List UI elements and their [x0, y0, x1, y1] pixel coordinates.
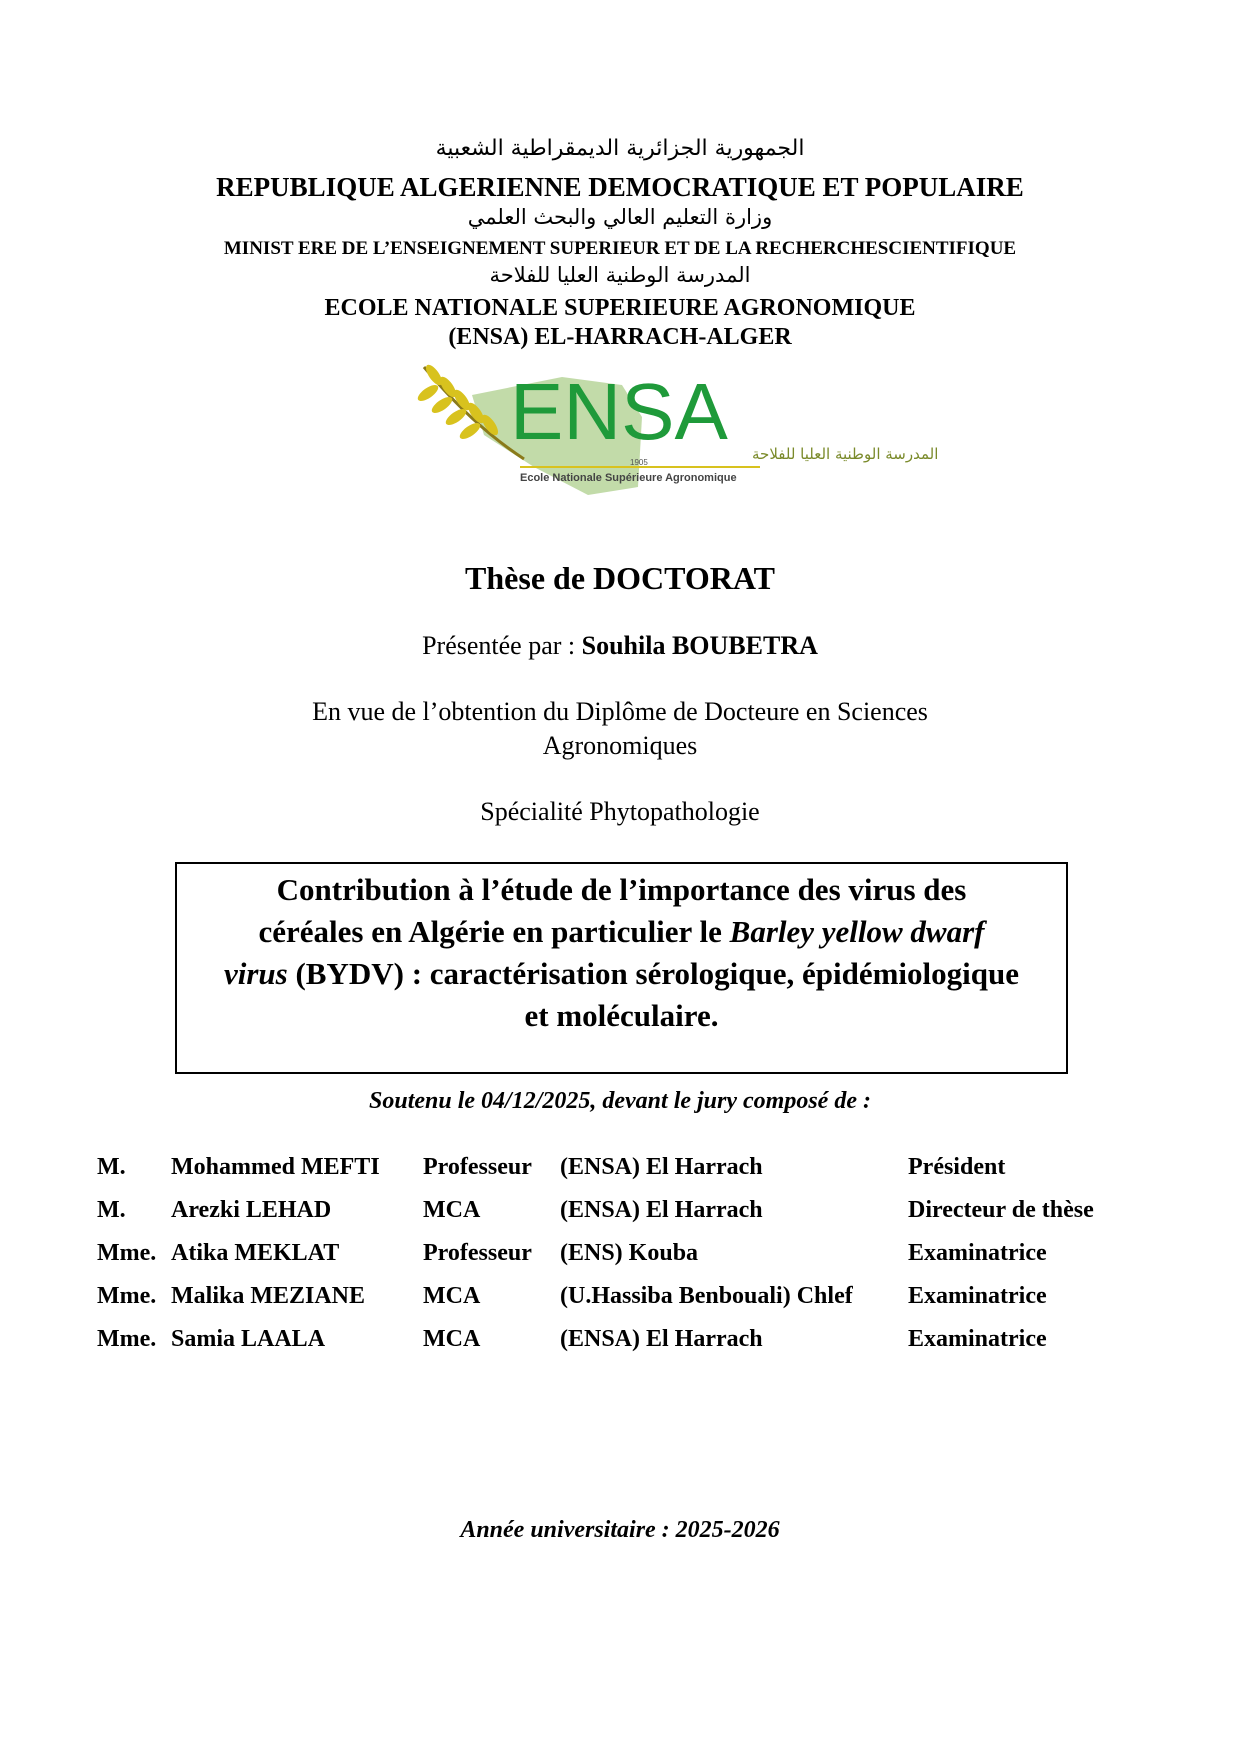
jury-title: Mme.	[97, 1240, 157, 1266]
title-virus-word: virus	[223, 956, 288, 991]
jury-row	[0, 1197, 1240, 1229]
speciality: Spécialité Phytopathologie	[480, 797, 760, 826]
jury-row	[0, 1326, 1240, 1358]
title-virus-name: Barley yellow dwarf	[729, 914, 985, 949]
jury-institution: (ENSA) El Harrach	[560, 1197, 763, 1223]
header-republic: REPUBLIQUE ALGERIENNE DEMOCRATIQUE ET POPULAIRE	[216, 172, 1024, 202]
title-line-2	[177, 914, 1066, 950]
defense-statement: Soutenu le 04/12/2025, devant le jury composé de :	[369, 1088, 871, 1114]
jury-institution: (ENSA) El Harrach	[560, 1326, 763, 1352]
logo-arabic-name: المدرسة الوطنية العليا للفلاحة	[752, 445, 939, 463]
jury-grade: MCA	[423, 1326, 481, 1352]
jury-row	[0, 1240, 1240, 1272]
thesis-title-box	[175, 862, 1068, 1074]
title-line-3-text: (BYDV) : caractérisation sérologique, épidémiologique	[287, 956, 1020, 991]
header-ministry: MINIST ERE DE L’ENSEIGNEMENT SUPERIEUR ET DE LA RECHERCHESCIENTIFIQUE	[223, 238, 1017, 259]
jury-row	[0, 1283, 1240, 1315]
jury-role: Examinatrice	[908, 1283, 1047, 1309]
jury-grade: Professeur	[423, 1240, 532, 1266]
jury-name: Mohammed MEFTI	[171, 1154, 380, 1180]
academic-year: Année universitaire : 2025-2026	[460, 1517, 780, 1543]
header-arabic-school: المدرسة الوطنية العليا للفلاحة	[489, 263, 751, 287]
jury-role: Examinatrice	[908, 1326, 1047, 1352]
title-line-4: et moléculaire.	[524, 998, 719, 1033]
jury-role: Président	[908, 1154, 1006, 1180]
jury-name: Malika MEZIANE	[171, 1283, 366, 1309]
jury-grade: MCA	[423, 1283, 481, 1309]
author-name: Souhila BOUBETRA	[581, 631, 818, 660]
header-arabic-republic: الجمهورية الجزائرية الديمقراطية الشعبية	[435, 136, 805, 161]
title-line-2-text: céréales en Algérie en particulier le	[258, 914, 730, 949]
jury-institution: (ENSA) El Harrach	[560, 1154, 763, 1180]
jury-role: Examinatrice	[908, 1240, 1047, 1266]
title-line-3	[177, 956, 1066, 992]
logo-acronym: ENSA	[510, 367, 728, 456]
jury-role: Directeur de thèse	[908, 1197, 1094, 1223]
jury-name: Arezki LEHAD	[171, 1197, 332, 1223]
jury-name: Samia LAALA	[171, 1326, 326, 1352]
header-arabic-ministry: وزارة التعليم العالي والبحث العلمي	[467, 205, 773, 229]
logo-school-name: Ecole Nationale Supérieure Agronomique	[520, 472, 737, 484]
jury-title: Mme.	[97, 1326, 157, 1352]
presented-by	[0, 631, 1240, 661]
thesis-type: Thèse de DOCTORAT	[465, 560, 775, 596]
jury-institution: (ENS) Kouba	[560, 1240, 699, 1266]
logo-year: 1905	[630, 458, 648, 467]
ensa-logo	[412, 355, 939, 505]
header-school-location: (ENSA) EL-HARRACH-ALGER	[448, 324, 792, 350]
jury-grade: MCA	[423, 1197, 481, 1223]
jury-title: M.	[97, 1154, 126, 1180]
presented-prefix: Présentée par :	[422, 631, 582, 660]
jury-title: M.	[97, 1197, 126, 1223]
degree-purpose-line-2: Agronomiques	[542, 731, 698, 760]
jury-title: Mme.	[97, 1283, 157, 1309]
jury-institution: (U.Hassiba Benbouali) Chlef	[560, 1283, 853, 1309]
jury-grade: Professeur	[423, 1154, 532, 1180]
jury-row	[0, 1154, 1240, 1186]
degree-purpose-line-1: En vue de l’obtention du Diplôme de Docteure en Sciences	[312, 697, 928, 726]
title-line-1: Contribution à l’étude de l’importance des virus des	[276, 872, 967, 907]
header-school: ECOLE NATIONALE SUPERIEURE AGRONOMIQUE	[324, 295, 916, 321]
jury-name: Atika MEKLAT	[171, 1240, 340, 1266]
